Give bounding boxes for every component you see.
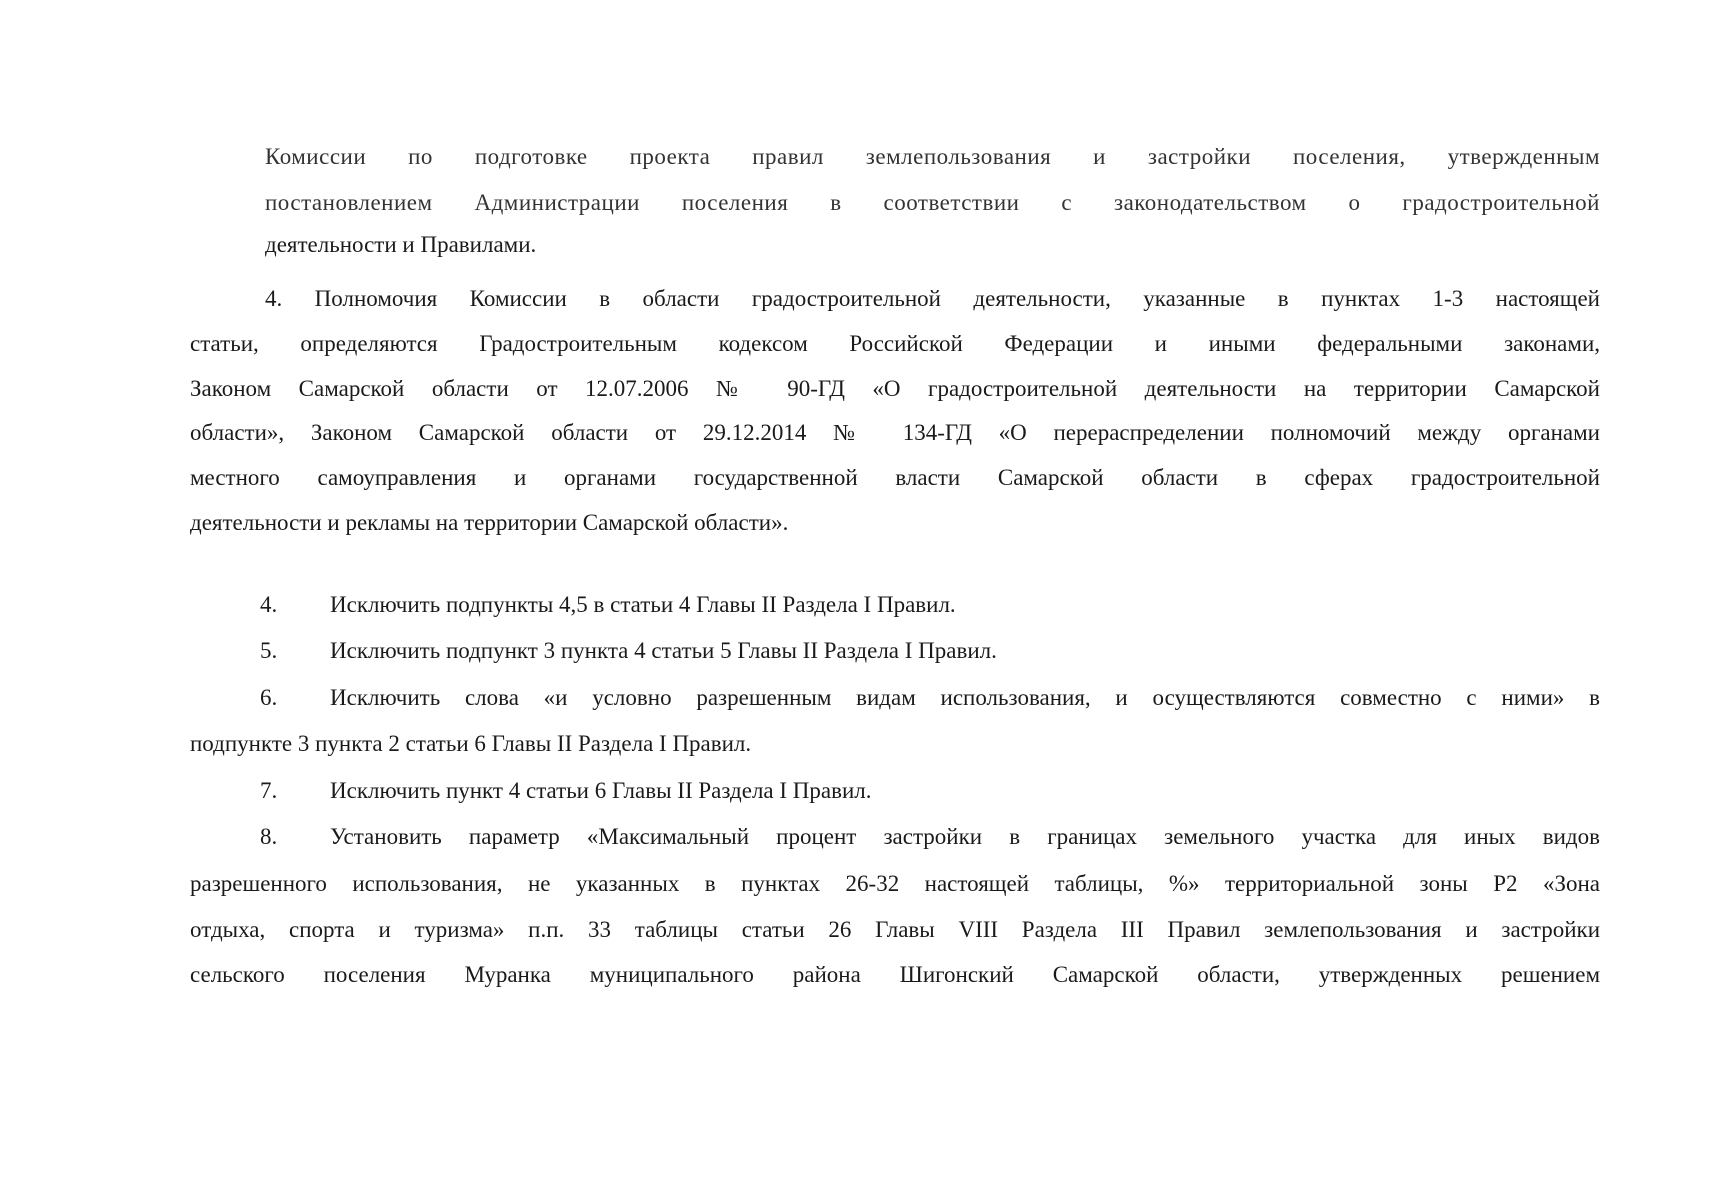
list-item-8-cont-2: отдыха, спорта и туризма» п.п. 33 таблицы статьи 26 Главы VIII Раздела III Правил землепользования и застройки [190, 917, 1600, 942]
list-item-number: 4. [260, 592, 278, 617]
list-item-number: 5. [260, 638, 278, 663]
intro-line-1: Комиссии по подготовке проекта правил землепользования и застройки поселения, утвержденным [265, 144, 1600, 169]
intro-line-3: деятельности и Правилами. [265, 232, 537, 257]
point4-line-1: 4. Полномочия Комиссии в области градостроительной деятельности, указанные в пунктах 1-3 настоящей [265, 286, 1600, 311]
list-item-6-cont: подпункте 3 пункта 2 статьи 6 Главы II Раздела I Правил. [190, 731, 752, 756]
list-item-8-cont-3: сельского поселения Муранка муниципального района Шигонский Самарской области, утвержденных решением [190, 962, 1600, 987]
list-item-8-cont-1: разрешенного использования, не указанных в пунктах 26-32 настоящей таблицы, %» территориальной зоны Р2 «Зона [190, 871, 1600, 896]
list-item-text: Исключить подпункт 3 пункта 4 статьи 5 Главы II Раздела I Правил. [330, 638, 997, 663]
list-item-6-text: Исключить слова «и условно разрешенным видам использования, и осуществляются совместно с ними» в [330, 685, 1600, 710]
point4-line-6: деятельности и рекламы на территории Самарской области». [190, 510, 789, 535]
list-item-6 [260, 683, 330, 713]
list-item-number: 6. [260, 685, 278, 710]
list-item-number: 8. [260, 824, 278, 849]
list-item-8-text: Установить параметр «Максимальный процент застройки в границах земельного участка для иных видов [330, 824, 1600, 849]
point4-line-4: области», Законом Самарской области от 29.12.2014 № 134-ГД «О перераспределении полномочий между органами [190, 420, 1600, 445]
list-item-text: Исключить пункт 4 статьи 6 Главы II Раздела I Правил. [330, 778, 872, 803]
list-item-7 [260, 776, 872, 806]
list-item-5 [260, 636, 997, 666]
list-item-number: 7. [260, 778, 278, 803]
list-item-8 [260, 822, 330, 852]
point4-line-2: статьи, определяются Градостроительным кодексом Российской Федерации и иными федеральными законами, [190, 331, 1600, 356]
list-item-4 [260, 590, 956, 620]
point4-line-5: местного самоуправления и органами государственной власти Самарской области в сферах градостроительной [190, 465, 1600, 490]
list-item-text: Исключить подпункты 4,5 в статьи 4 Главы II Раздела I Правил. [330, 592, 956, 617]
point4-line-3: Законом Самарской области от 12.07.2006 № 90-ГД «О градостроительной деятельности на территории Самарской [190, 376, 1600, 401]
intro-line-2: постановлением Администрации поселения в соответствии с законодательством о градостроительной [265, 190, 1600, 215]
